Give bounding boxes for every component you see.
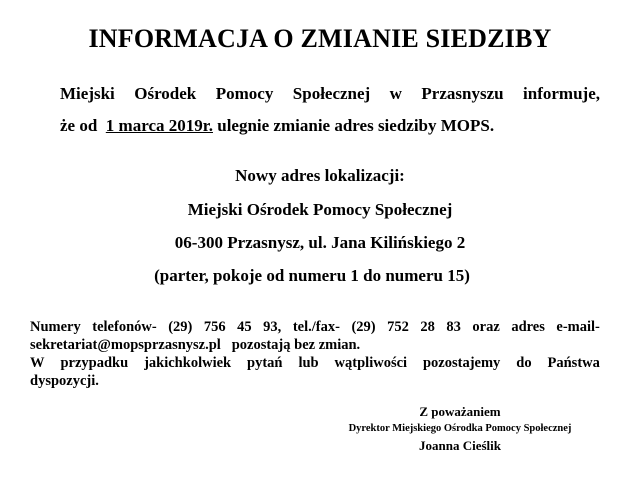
intro-prefix: że od <box>60 116 98 135</box>
contact-email-line: sekretariat@mopsprzasnysz.pl pozostają bez zmian. <box>30 337 361 353</box>
contact-word: pozostajemy <box>422 355 501 371</box>
contact-word: 28 <box>420 319 435 335</box>
contact-line-3 <box>30 354 600 372</box>
intro-word: Miejski <box>60 84 115 103</box>
intro-word: Pomocy <box>215 84 274 103</box>
address-heading: Nowy adres lokalizacji: <box>235 166 405 185</box>
intro-word: Ośrodek <box>134 84 197 103</box>
contact-word: adres <box>511 319 545 335</box>
contact-word: pytań <box>247 355 283 371</box>
contact-word: W <box>30 355 45 371</box>
contact-word: Numery <box>30 319 81 335</box>
address-street: 06-300 Przasnysz, ul. Jana Kilińskiego 2 <box>174 233 466 252</box>
intro-word: w <box>389 84 402 103</box>
signature-name: Joanna Cieślik <box>419 438 501 453</box>
contact-word: 756 <box>203 319 226 335</box>
contact-line-4: dyspozycji. <box>30 373 99 389</box>
contact-word: 93, <box>263 319 282 335</box>
contact-word: oraz <box>472 319 500 335</box>
contact-word: e-mail- <box>556 319 600 335</box>
intro-suffix: ulegnie zmianie adres siedziby MOPS. <box>217 116 495 135</box>
contact-line-1 <box>30 318 600 336</box>
contact-word: (29) <box>168 319 193 335</box>
contact-word: (29) <box>351 319 376 335</box>
intro-word: Społecznej <box>292 84 371 103</box>
contact-word: telefonów- <box>92 319 157 335</box>
contact-word: tel./fax- <box>292 319 340 335</box>
contact-word: wątpliwości <box>334 355 408 371</box>
signature-position: Dyrektor Miejskiego Ośrodka Pomocy Społecznej <box>348 423 572 434</box>
address-institution: Miejski Ośrodek Pomocy Społecznej <box>187 200 453 219</box>
address-rooms: (parter, pokoje od numeru 1 do numeru 15) <box>154 266 470 285</box>
contact-word: jakichkolwiek <box>144 355 232 371</box>
intro-line-1 <box>60 84 600 104</box>
contact-word: 752 <box>387 319 409 335</box>
contact-word: lub <box>298 355 319 371</box>
signature-closing: Z poważaniem <box>419 404 501 419</box>
contact-word: Państwa <box>547 355 600 371</box>
contact-word: 83 <box>446 319 461 335</box>
intro-word: Przasnyszu <box>421 84 504 103</box>
effective-date: 1 marca 2019r. <box>105 116 213 135</box>
contact-word: 45 <box>237 319 252 335</box>
contact-word: do <box>516 355 532 371</box>
intro-line-2 <box>60 116 600 136</box>
intro-word: informuje, <box>523 84 600 103</box>
page-title: INFORMACJA O ZMIANIE SIEDZIBY <box>88 24 552 53</box>
contact-word: przypadku <box>60 355 129 371</box>
